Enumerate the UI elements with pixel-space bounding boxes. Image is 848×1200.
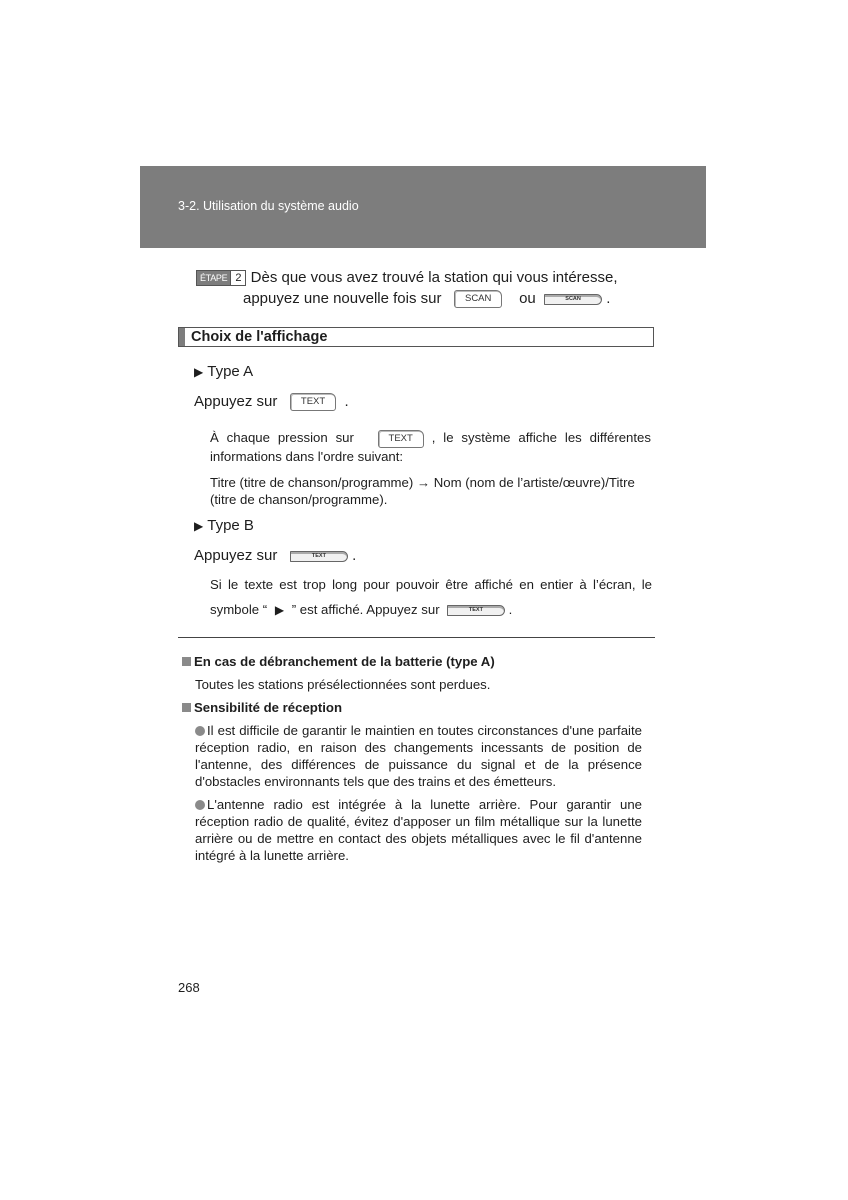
bullet-text: L'antenne radio est intégrée à la lunette arrière. Pour garantir une réception radio de qualité, évitez d'apposer un film métallique sur la lunette arrière ou de mettre en contact des objets métalliques avec le fil d'antenne intégré à la lunette arrière. [195,797,642,863]
page-number: 268 [178,980,200,995]
press-text: Appuyez sur [194,547,278,564]
triangle-icon: ▶ [194,519,204,533]
step-text-line2: appuyez une nouvelle fois sur [243,290,442,307]
section-bar [179,328,185,346]
step-or-text: ou [519,290,536,307]
divider [178,637,655,638]
step-period: . [606,290,611,307]
type-b-desc-line2 [210,601,512,619]
press-period: . [344,393,349,410]
note-reception-heading [182,699,342,716]
step-text-line1: Dès que vous avez trouvé la station qui vous intéresse, [250,269,618,286]
type-b-instruction [194,545,356,566]
type-b-label: Type B [207,517,254,534]
triangle-icon: ▶ [194,365,204,379]
step-2 [196,267,651,288]
type-a-instruction [194,391,349,412]
play-triangle-icon: ▶ [274,603,285,617]
chapter-header [140,166,706,248]
scan-button-b[interactable]: SCAN [544,294,602,305]
press-period: . [352,547,357,564]
desc-text-before: À chaque pression sur [210,430,354,445]
note-reception-bullet-2 [195,796,642,864]
section-header [178,327,654,347]
note-body: Toutes les stations présélectionnées sont perdues. [195,677,491,692]
text-button-a[interactable]: TEXT [290,393,336,411]
desc-text-after: , le système affiche les différentes informations dans l'ordre suivant: [210,430,651,464]
note-reception-bullet-1 [195,722,642,790]
symbol-text-before: symbole “ [210,602,268,617]
sequence-text: Titre (titre de chanson/programme) → Nom (nom de l’artiste/œuvre)/Titre (titre de chanson/programme). [210,475,635,507]
bullet-text: Il est difficile de garantir le maintien en toutes circonstances d'une parfaite réception radio, en raison des changements incessants de position de l'antenne, des différences de puissance du signal et de la présence d'obstacles environnants tels que des trains et des émetteurs. [195,723,642,789]
note-battery-heading [182,653,495,670]
desc-period: . [508,602,513,617]
step-number: 2 [230,271,245,285]
type-a-sequence [210,474,652,508]
circle-bullet-icon [195,726,205,736]
scan-button-a[interactable]: SCAN [454,290,502,308]
symbol-text-after: ” est affiché. Appuyez sur [291,602,440,617]
square-bullet-icon [182,657,191,666]
circle-bullet-icon [195,800,205,810]
square-bullet-icon [182,703,191,712]
text-button-a-inline[interactable]: TEXT [378,430,424,448]
breadcrumb: 3-2. Utilisation du système audio [178,199,359,213]
type-a-heading [194,361,253,383]
type-b-heading [194,515,254,537]
desc-line1: Si le texte est trop long pour pouvoir être affiché en entier à l’écran, le [210,577,652,592]
note-heading: Sensibilité de réception [194,700,343,715]
section-title: Choix de l'affichage [191,329,328,345]
type-a-label: Type A [207,363,254,380]
note-heading: En cas de débranchement de la batterie (type A) [194,654,495,669]
text-button-b-inline[interactable]: TEXT [447,605,505,616]
note-battery-body [195,676,490,693]
text-button-b[interactable]: TEXT [290,551,348,562]
step-label: ÉTAPE [197,271,230,285]
type-a-description [210,429,651,465]
type-b-desc-line1 [210,576,652,593]
step-badge [196,270,246,286]
press-text: Appuyez sur [194,393,278,410]
step-2-line2 [243,288,610,309]
